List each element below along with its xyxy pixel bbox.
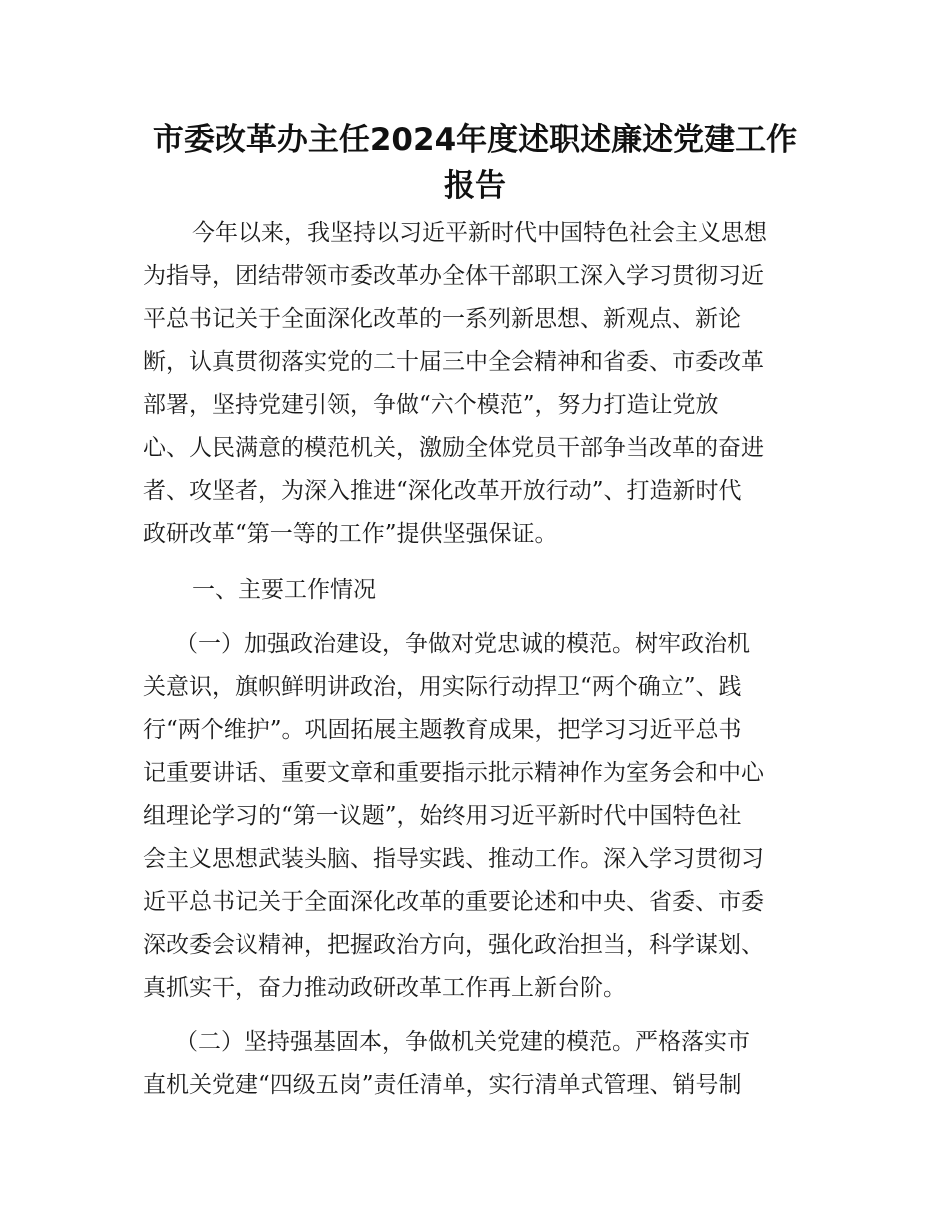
document-title-line-2: 报告 <box>444 168 506 204</box>
text-line: 心、人民满意的模范机关，激励全体党员干部争当改革的奋进 <box>143 435 764 461</box>
text-line: （二）坚持强基固本，争做机关党建的模范。严格落实市 <box>175 1029 750 1055</box>
text-line: 断，认真贯彻落实党的二十届三中全会精神和省委、市委改革 <box>143 349 764 375</box>
text-line: 今年以来，我坚持以习近平新时代中国特色社会主义思想 <box>192 220 767 246</box>
text-line: 直机关党建“四级五岗”责任清单，实行清单式管理、销号制 <box>143 1072 742 1098</box>
text-line: 记重要讲话、重要文章和重要指示批示精神作为室务会和中心 <box>143 760 764 786</box>
text-line: 平总书记关于全面深化改革的一系列新思想、新观点、新论 <box>143 306 741 332</box>
text-line: 政研改革“第一等的工作”提供坚强保证。 <box>143 521 558 547</box>
text-line: （一）加强政治建设，争做对党忠诚的模范。树牢政治机 <box>175 631 750 657</box>
text-line: 者、攻坚者，为深入推进“深化改革开放行动”、打造新时代 <box>143 478 742 504</box>
text-line: 为指导，团结带领市委改革办全体干部职工深入学习贯彻习近 <box>143 263 764 289</box>
text-line: 部署，坚持党建引领，争做“六个模范”，努力打造让党放 <box>143 392 719 418</box>
text-line: 深改委会议精神，把握政治方向，强化政治担当，科学谋划、 <box>143 932 764 958</box>
text-line: 会主义思想武装头脑、指导实践、推动工作。深入学习贯彻习 <box>143 846 764 872</box>
document-title-line-1: 市委改革办主任2024年度述职述廉述党建工作 <box>152 122 798 158</box>
text-line: 关意识，旗帜鲜明讲政治，用实际行动捍卫“两个确立”、践 <box>143 674 742 700</box>
text-line: 一、主要工作情况 <box>192 577 376 603</box>
text-line: 组理论学习的“第一议题”，始终用习近平新时代中国特色社 <box>143 803 742 829</box>
text-line: 近平总书记关于全面深化改革的重要论述和中央、省委、市委 <box>143 889 764 915</box>
text-line: 行“两个维护”。巩固拓展主题教育成果，把学习习近平总书 <box>143 717 742 743</box>
text-line: 真抓实干，奋力推动政研改革工作再上新台阶。 <box>143 975 626 1001</box>
